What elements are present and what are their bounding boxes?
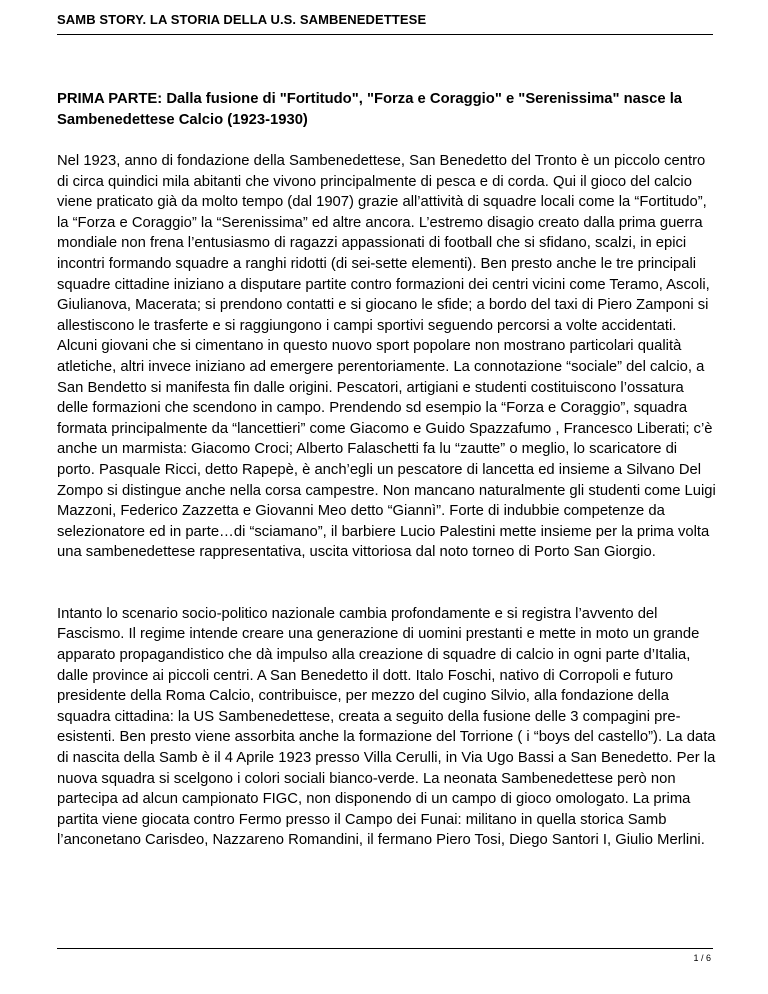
article-title: PRIMA PARTE: Dalla fusione di "Fortitudo", "Forza e Coraggio" e "Serenissima" nasce la Sambenedettese Calcio (1923-1930) (57, 91, 683, 128)
page-number: 1 / 6 (693, 953, 711, 963)
header-divider (57, 34, 713, 35)
footer-divider (57, 948, 713, 949)
article-paragraph-1: Nel 1923, anno di fondazione della Sambenedettese, San Benedetto del Tronto è un piccolo centro di circa quindici mila abitanti che vivono principalmente di pesca e di corda. Qui il gioco del calcio viene praticato già da molto tempo (dal 1907) grazie all’attività di squadre locali come la “Fortitudo”, la “Forza e Coraggio” la “Serenissima” ed altre ancora. L’estremo disagio creato dalla prima guerra mondiale non frena l’entusiasmo di ragazzi appassionati di football che si sfidano, scalzi, in epici incontri formando squadre a ranghi ridotti (di sei-sette elementi). Ben presto anche le tre principali squadre cittadine iniziano a disputare partite contro formazioni dei centri vicini come Teramo, Ascoli, Giulianova, Macerata; si prendono contatti e si giocano le sfide; a bordo del taxi di Piero Zamponi si allestiscono le trasferte e si raggiungono i campi sportivi seguendo percorsi a volte accidentati. Alcuni giovani che si cimentano in questo nuovo sport popolare non mostrano particolari qualità atletiche, altri invece iniziano ad emergere perentoriamente. La connotazione “sociale” del calcio, a San Bendetto si manifesta fin dalle origini. Pescatori, artigiani e studenti costituiscono l’ossatura delle formazioni che scendono in campo. Prendendo sd esempio la “Forza e Coraggio”, squadra formata principalmente da “lancettieri” come Giacomo e Guido Spazzafumo , Francesco Liberati; c’è anche un marmista: Giacomo Croci; Alberto Falaschetti fa lu “zautte” o meglio, lo scaricatore di porto. Pasquale Ricci, detto Rapepè, è anch’egli un pescatore di lancetta ed insieme a Silvano Del Zompo si distingue anche nella corsa campestre. Non mancano naturalmente gli studenti come Luigi Mazzoni, Federico Zazzetta e Giovanni Meo detto “Giannì”. Forte di indubbie competenze da selezionatore ed in parte…di “sciamano”, il barbiere Lucio Palestini mette insieme per la prima volta una sambenedettese rappresentativa, uscita vittoriosa dal noto torneo di Porto San Giorgio. (57, 153, 716, 561)
article-body (57, 89, 717, 851)
page-header-title: SAMB STORY. LA STORIA DELLA U.S. SAMBENEDETTESE (57, 12, 427, 27)
article-paragraph-2: Intanto lo scenario socio-politico nazionale cambia profondamente e si registra l’avvento del Fascismo. Il regime intende creare una generazione di uomini prestanti e mette in moto un grande apparato propagandistico che dà impulso alla creazione di squadre di calcio in ogni parte d’Italia, dalle province ai piccoli centri. A San Benedetto il dott. Italo Foschi, nativo di Corropoli e futuro presidente della Roma Calcio, contribuisce, per mezzo del cugino Silvio, alla fondazione della squadra cittadina: la US Sambenedettese, creata a seguito della fusione delle 3 compagini pre-esistenti. Ben presto viene assorbita anche la formazione del Torrione ( i “boys del castello”). La data di nascita della Samb è il 4 Aprile 1923 presso Villa Cerulli, in Via Ugo Bassi a San Benedetto. Per la nuova squadra si scelgono i colori sociali bianco-verde. La neonata Sambenedettese però non partecipa ad alcun campionato FIGC, non disponendo di un campo di gioco omologato. La prima partita viene giocata contro Fermo presso il Campo dei Funai: militano in quella storica Samb l’anconetano Carisdeo, Nazzareno Romandini, il fermano Piero Tosi, Diego Santori I, Giulio Merlini. (57, 605, 716, 849)
